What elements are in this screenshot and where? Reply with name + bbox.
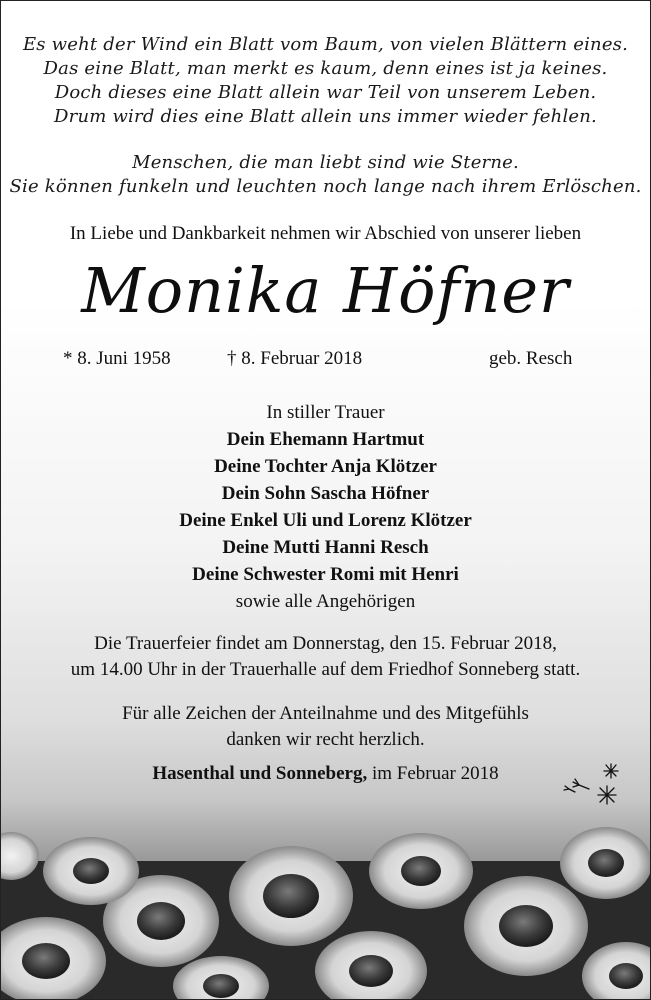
- deceased-name: Monika Höfner: [81, 254, 570, 327]
- poem-line: Doch dieses eine Blatt allein war Teil von unserem Leben.: [54, 82, 597, 103]
- death-date: † 8. Februar 2018: [227, 348, 363, 369]
- poem-line: Das eine Blatt, man merkt es kaum, denn eines ist ja keines.: [43, 58, 608, 79]
- poem-line: Sie können funkeln und leuchten noch lange nach ihrem Erlöschen.: [9, 176, 642, 197]
- mourner: Deine Mutti Hanni Resch: [222, 537, 429, 558]
- place-date: im Februar 2018: [371, 763, 499, 784]
- place-and-date: [1, 763, 650, 785]
- poem-line: Es weht der Wind ein Blatt vom Baum, von vielen Blättern eines.: [22, 34, 629, 55]
- funeral-line: Die Trauerfeier findet am Donnerstag, den 15. Februar 2018,: [94, 633, 557, 654]
- maiden-name: geb. Resch: [489, 348, 573, 369]
- dandelion-seeds-icon: [561, 759, 627, 807]
- poem-verse-2: [1, 151, 650, 199]
- poem-verse-1: [1, 33, 650, 129]
- poem-line: Menschen, die man liebt sind wie Sterne.: [132, 152, 519, 173]
- relatives-note: sowie alle Angehörigen: [235, 591, 416, 612]
- mourner: Dein Sohn Sascha Höfner: [221, 483, 430, 504]
- thanks-line: Für alle Zeichen der Anteilnahme und des Mitgefühls: [122, 703, 529, 724]
- mourner: Deine Enkel Uli und Lorenz Klötzer: [179, 510, 472, 531]
- thanks-text: [1, 701, 650, 753]
- life-dates: [1, 348, 650, 372]
- mourner: Deine Schwester Romi mit Henri: [192, 564, 459, 585]
- mourners-list: [1, 399, 650, 615]
- intro-text: In Liebe und Dankbarkeit nehmen wir Abschied von unserer lieben: [69, 223, 582, 244]
- mourner: Deine Tochter Anja Klötzer: [214, 456, 437, 477]
- funeral-line: um 14.00 Uhr in der Trauerhalle auf dem Friedhof Sonneberg statt.: [70, 659, 581, 680]
- thanks-line: danken wir recht herzlich.: [226, 729, 425, 750]
- birth-date: * 8. Juni 1958: [63, 348, 171, 369]
- funeral-info: [1, 631, 650, 683]
- sunflowers-image: [1, 801, 650, 999]
- mourning-intro: In stiller Trauer: [266, 402, 385, 423]
- place-name: Hasenthal und Sonneberg,: [152, 763, 368, 784]
- poem-line: Drum wird dies eine Blatt allein uns immer wieder fehlen.: [54, 106, 597, 127]
- mourner: Dein Ehemann Hartmut: [226, 429, 425, 450]
